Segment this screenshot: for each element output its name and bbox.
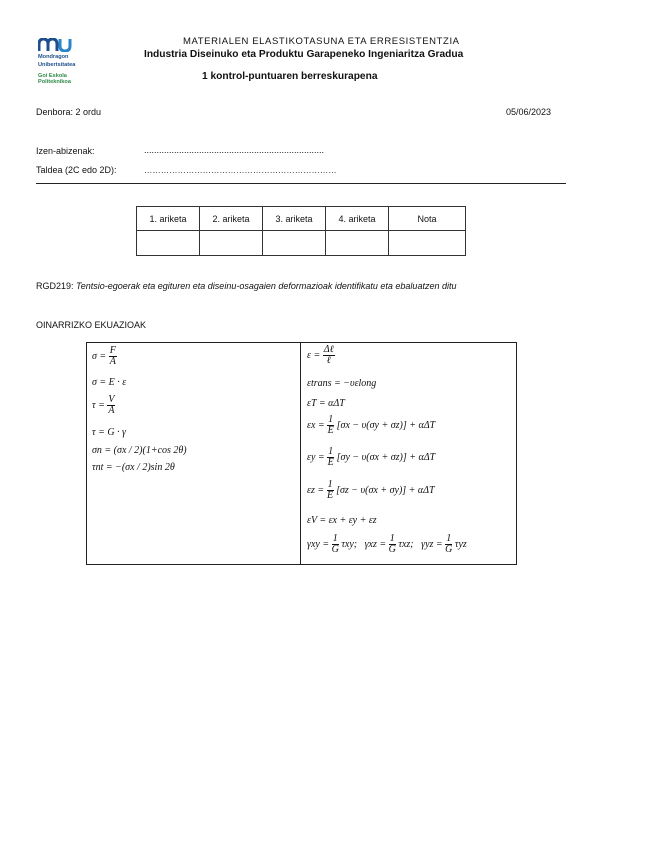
- grade-header-1: 1. ariketa: [137, 207, 200, 231]
- grade-cell-2[interactable]: [200, 231, 263, 256]
- equations-table: [86, 342, 517, 565]
- rgd-text: Tentsio-egoerak eta egituren eta diseinu-osagaien deformazioak identifikatu eta ebaluatzen ditu: [76, 281, 457, 291]
- grade-cell-3[interactable]: [263, 231, 326, 256]
- eq-shear-strains: γxy = $\frac{1}{G}$ τxy; γxz = $\frac{1}{G}$ τxz; γyz = $\frac{1}{G}$ τyz: [307, 533, 467, 555]
- eq-shear-stress: τ = $\frac{V}{A}$: [92, 394, 115, 416]
- learning-outcome: [36, 281, 456, 291]
- logo-line1: Mondragon: [38, 54, 69, 60]
- grade-header-3: 3. ariketa: [263, 207, 326, 231]
- course-title: MATERIALEN ELASTIKOTASUNA ETA ERRESISTENTZIA: [183, 36, 460, 47]
- grade-header-4: 4. ariketa: [326, 207, 389, 231]
- group-label: Taldea (2C edo 2D):: [36, 165, 117, 175]
- duration-text: Denbora: 2 ordu: [36, 107, 102, 117]
- eq-strain: ε = $\frac{\text{Δℓ}}{\text{ℓ}}$: [307, 344, 334, 366]
- name-label: Izen-abizenak:: [36, 146, 95, 156]
- eq-normal-stress: σ = $\frac{F}{A}$: [92, 345, 116, 367]
- eq-thermal: εT = αΔT: [307, 398, 345, 409]
- rgd-code: RGD219:: [36, 281, 74, 291]
- grade-cell-nota[interactable]: [389, 231, 466, 256]
- degree-title: Industria Diseinuko eta Produktu Garapeneko Ingeniaritza Gradua: [144, 49, 464, 60]
- mu-logo-icon: [38, 38, 72, 52]
- exam-date: 05/06/2023: [506, 107, 552, 117]
- group-field[interactable]: ……………………………………………………………: [144, 165, 337, 175]
- grade-header-nota: Nota: [389, 207, 466, 231]
- eq-sigma-n: σn = (σx / 2)(1+cos 2θ): [92, 445, 187, 456]
- eq-strain-y: εy = $\frac{1}{E}$ [σy − υ(σx + σz)] + αΔT: [307, 446, 436, 468]
- eq-hooke: σ = E · ε: [92, 377, 127, 388]
- grade-header-2: 2. ariketa: [200, 207, 263, 231]
- equations-divider: [300, 343, 301, 564]
- logo-line4: Politeknikoa: [38, 79, 71, 86]
- eq-strain-x: εx = $\frac{1}{E}$ [σx − υ(σy + σz)] + αΔT: [307, 414, 436, 436]
- university-logo: [38, 38, 108, 86]
- header-divider: [36, 183, 566, 184]
- grade-cell-1[interactable]: [137, 231, 200, 256]
- grade-cell-4[interactable]: [326, 231, 389, 256]
- name-field[interactable]: ........................................................................: [144, 145, 325, 155]
- logo-line2: Unibertsitatea: [38, 62, 76, 69]
- exam-title: 1 kontrol-puntuaren berreskurapena: [202, 71, 378, 82]
- eq-shear-hooke: τ = G · γ: [92, 427, 126, 438]
- eq-strain-z: εz = $\frac{1}{E}$ [σz − υ(σx + σy)] + αΔT: [307, 479, 435, 501]
- eq-tau-nt: τnt = −(σx / 2)sin 2θ: [92, 462, 175, 473]
- logo-line3: Goi Eskola: [38, 72, 67, 79]
- eq-poisson: εtrans = −υεlong: [307, 378, 377, 389]
- equations-title: OINARRIZKO EKUAZIOAK: [36, 320, 147, 330]
- eq-volumetric: εV = εx + εy + εz: [307, 515, 377, 526]
- grades-table: [136, 206, 466, 256]
